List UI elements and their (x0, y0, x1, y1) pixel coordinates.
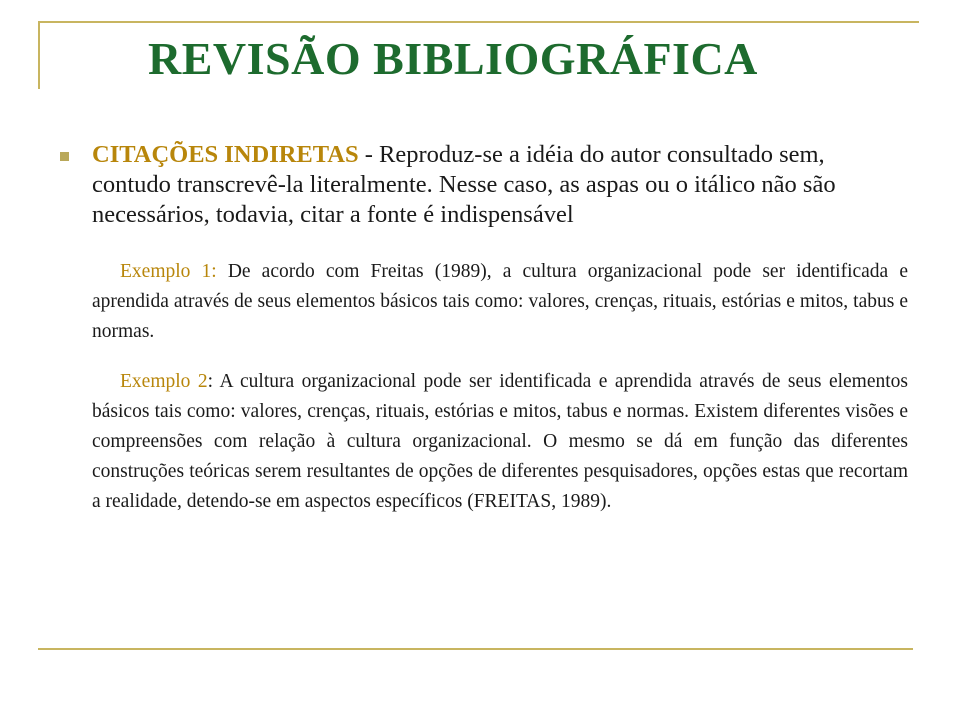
example-2 (92, 367, 908, 517)
top-divider (38, 21, 919, 23)
example-2-label: Exemplo 2 (120, 370, 208, 392)
bullet-text: Reproduz-se a idéia do autor consultado sem, contudo transcrevê-la literalmente. Nesse caso, as aspas ou o itálico não são necessários, todavia, citar a fonte é indispensável (92, 141, 836, 228)
bullet-item (58, 140, 908, 230)
example-1 (92, 257, 908, 347)
left-divider (38, 21, 40, 89)
bullet-separator: - (358, 141, 380, 168)
example-1-label: Exemplo 1: (120, 261, 217, 282)
square-bullet-icon (60, 152, 69, 161)
example-1-text: De acordo com Freitas (1989), a cultura organizacional pode ser identificada e aprendida através de seus elementos básicos tais como: valores, crenças, rituais, estórias e mitos, tabus e normas. (92, 261, 908, 342)
bottom-divider (38, 648, 913, 650)
bullet-term: CITAÇÕES INDIRETAS (92, 141, 359, 168)
slide-body (58, 140, 918, 536)
example-2-text: : A cultura organizacional pode ser identificada e aprendida através de seus elementos básicos tais como: valores, crenças, rituais, estórias e mitos, tabus e normas. Existem diferentes visões e compreensões com relação à cultura organizacional. O mesmo se dá em função das diferentes construções teóricas serem resultantes de opções de diferentes pesquisadores, opções estas que recortam a realidade, detendo-se em aspectos específicos (FREITAS, 1989). (92, 370, 909, 512)
slide-title: REVISÃO BIBLIOGRÁFICA (148, 33, 758, 84)
